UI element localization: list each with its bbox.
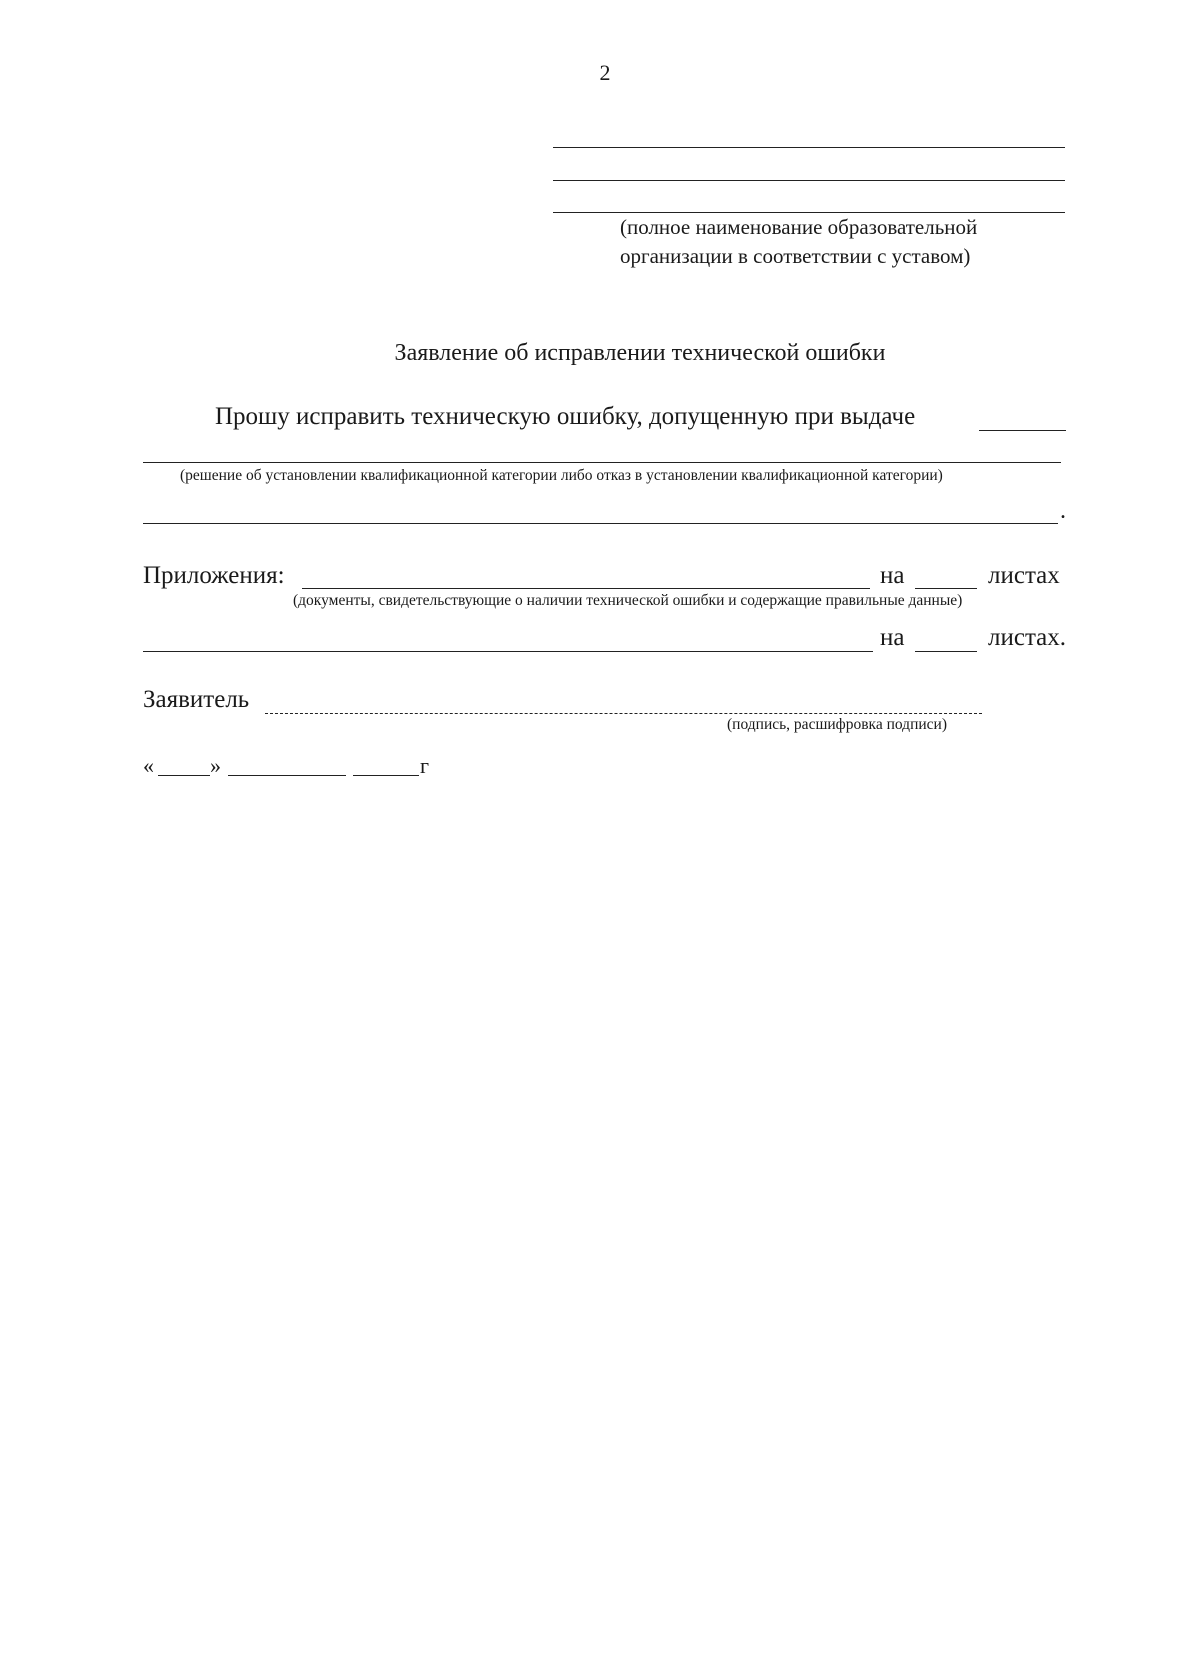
request-text: Прошу исправить техническую ошибку, допущенную при выдаче <box>215 403 916 430</box>
applicant-hint: (подпись, расшифровка подписи) <box>727 716 947 733</box>
attachments-blank-line-2[interactable] <box>143 651 873 652</box>
date-day-blank[interactable] <box>158 775 210 776</box>
attachments-hint: (документы, свидетельствующие о наличии технической ошибки и содержащие правильные данные) <box>293 592 963 609</box>
org-name-line-1[interactable] <box>553 147 1065 148</box>
attachments-blank-line[interactable] <box>302 588 870 589</box>
attachments-sheets-count-2[interactable] <box>915 651 977 652</box>
org-name-line-2[interactable] <box>553 180 1065 181</box>
applicant-label: Заявитель <box>143 686 250 713</box>
attachments-sheets-label: листах <box>988 562 1060 589</box>
date-open-quote: « <box>143 753 154 778</box>
attachments-on-label-2: на <box>880 624 905 651</box>
attachments-sheets-count[interactable] <box>915 588 977 589</box>
attachments-on-label: на <box>880 562 905 589</box>
applicant-signature-line[interactable] <box>265 713 982 714</box>
request-hint: (решение об установлении квалификационной категории либо отказ в установлении квалификационной категории) <box>180 467 943 484</box>
document-title: Заявление об исправлении технической ошибки <box>394 340 886 366</box>
request-blank-line[interactable] <box>143 462 1061 463</box>
request-end-mark: . <box>1060 498 1066 524</box>
date-year-blank[interactable] <box>353 775 419 776</box>
request-blank-line-2[interactable] <box>143 523 1058 524</box>
attachments-sheets-label-2: листах. <box>988 624 1067 651</box>
date-close-quote: » <box>210 753 221 778</box>
date-year-suffix: г <box>420 753 430 778</box>
org-name-hint: (полное наименование образовательной организации в соответствии с уставом) <box>620 215 978 268</box>
attachments-label: Приложения: <box>143 562 285 589</box>
page-number: 2 <box>599 60 611 85</box>
request-blank-inline[interactable] <box>979 430 1066 431</box>
date-month-blank[interactable] <box>228 775 346 776</box>
